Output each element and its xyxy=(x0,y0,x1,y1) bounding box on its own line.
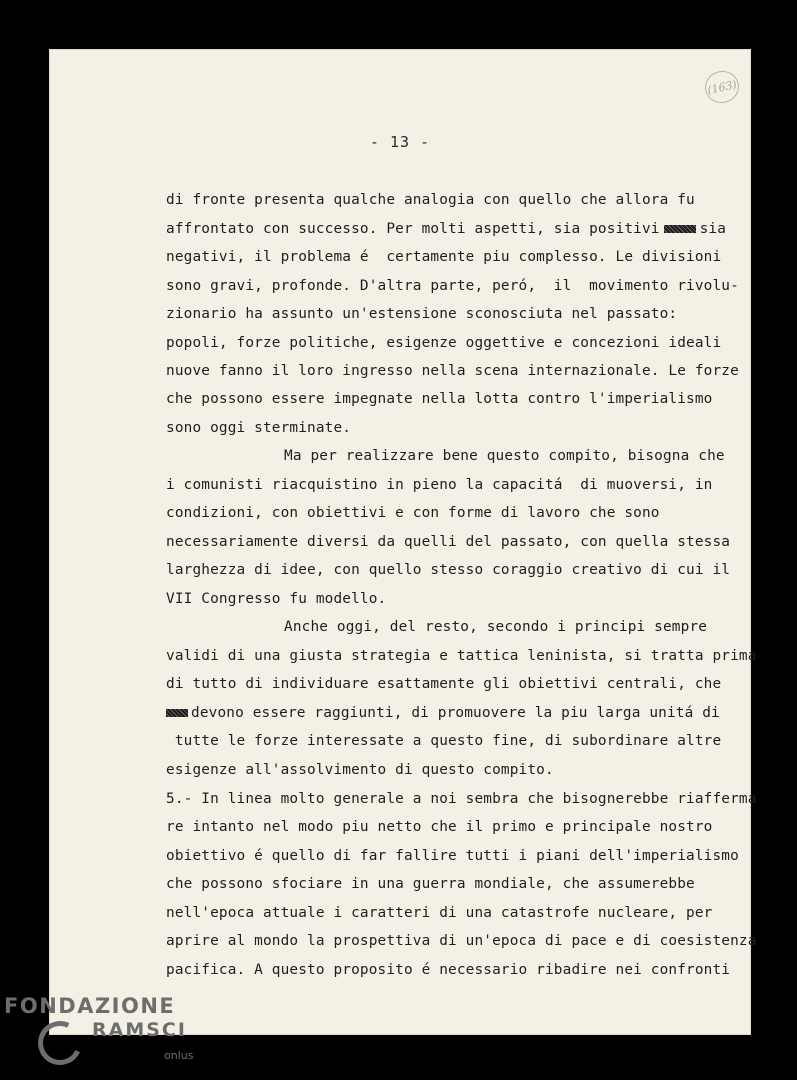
watermark-title: FONDAZIONE xyxy=(4,994,176,1018)
text-line: zionario ha assunto un'estensione sconosciuta nel passato: xyxy=(166,306,678,322)
text-line: re intanto nel modo piu netto che il primo e principale nostro xyxy=(166,819,713,835)
text-line: pacifica. A questo proposito é necessario ribadire nei confronti xyxy=(166,962,731,978)
watermark-suffix: onlus xyxy=(164,1049,194,1062)
text-line: tutte le forze interessate a questo fine, di subordinare altre xyxy=(166,733,722,749)
strikeout-mark xyxy=(166,709,188,717)
text-line: di tutto di individuare esattamente gli obiettivi centrali, che xyxy=(166,676,722,692)
text-line: sono gravi, profonde. D'altra parte, peró, il movimento rivolu- xyxy=(166,278,739,294)
text-line: esigenze all'assolvimento di questo compito. xyxy=(166,762,554,778)
text-line: obiettivo é quello di far fallire tutti i piani dell'imperialismo xyxy=(166,848,739,864)
text-line: condizioni, con obiettivi e con forme di lavoro che sono xyxy=(166,505,660,521)
text-line: sono oggi sterminate. xyxy=(166,420,352,436)
text-line: 5.- In linea molto generale a noi sembra che bisognerebbe riafferma xyxy=(166,791,757,807)
text-line: popoli, forze politiche, esigenze oggettive e concezioni ideali xyxy=(166,335,722,351)
text-line: VII Congresso fu modello. xyxy=(166,591,387,607)
watermark-logo xyxy=(4,993,194,1062)
text-line: Anche oggi, del resto, secondo i principi sempre xyxy=(284,619,708,635)
text-line: che possono essere impegnate nella lotta contro l'imperialismo xyxy=(166,391,713,407)
text-line: affrontato con successo. Per molti aspetti, sia positivi sia xyxy=(166,221,727,237)
text-line: che possono sfociare in una guerra mondiale, che assumerebbe xyxy=(166,876,695,892)
archive-stamp: (163) xyxy=(702,68,742,106)
text-line: validi di una giusta strategia e tattica leninista, si tratta prima xyxy=(166,648,757,664)
watermark-subtitle: RAMSCI xyxy=(92,1019,187,1041)
text-line: i comunisti riacquistino in pieno la capacitá di muoversi, in xyxy=(166,477,713,493)
text-line: di fronte presenta qualche analogia con quello che allora fu xyxy=(166,192,695,208)
text-line: Ma per realizzare bene questo compito, bisogna che xyxy=(284,448,725,464)
text-line: devono essere raggiunti, di promuovere la piu larga unitá di xyxy=(166,703,720,723)
text-line: aprire al mondo la prospettiva di un'epoca di pace e di coesistenza xyxy=(166,933,757,949)
text-line: nell'epoca attuale i caratteri di una catastrofe nucleare, per xyxy=(166,905,713,921)
document-page xyxy=(49,49,757,1035)
page-number: - 13 - xyxy=(369,133,431,151)
text-line: larghezza di idee, con quello stesso coraggio creativo di cui il xyxy=(166,562,731,578)
text-line: necessariamente diversi da quelli del passato, con quella stessa xyxy=(166,534,731,550)
text-line: nuove fanno il loro ingresso nella scena internazionale. Le forze xyxy=(166,363,739,379)
text-line: negativi, il problema é certamente piu complesso. Le divisioni xyxy=(166,249,722,265)
strikeout-mark xyxy=(664,225,696,233)
